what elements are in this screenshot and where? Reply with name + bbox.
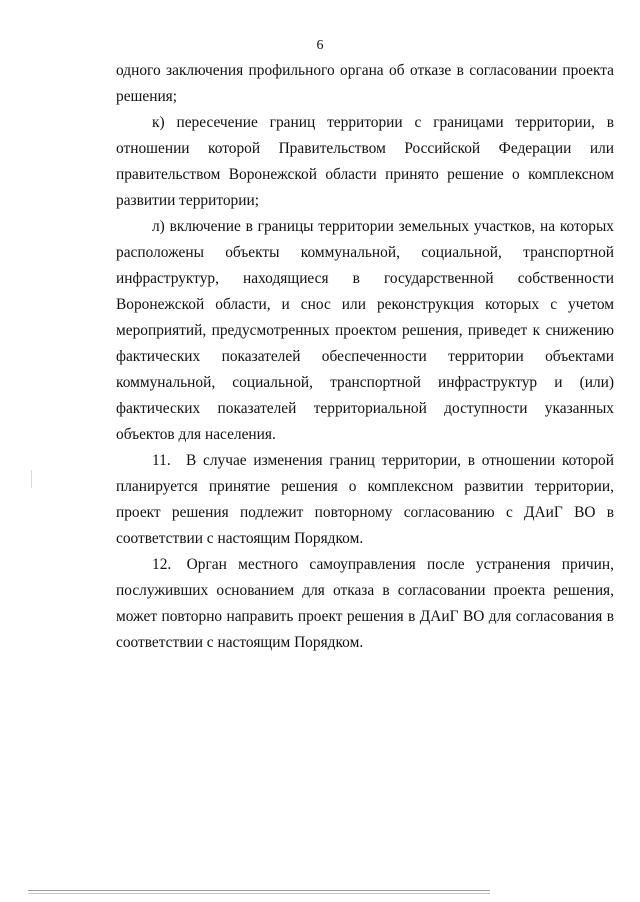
paragraph-item-k: к) пересечение границ территории с границами территории, в отношении которой Правительством Российской Федерации или правительством Воронежской области принято решение о комплексном развитии территории;: [116, 114, 614, 209]
paragraph-clause-12: 12. Орган местного самоуправления после устранения причин, послуживших основанием для отказа в согласовании проекта решения, может повторно направить проект решения в ДАиГ ВО для согласования в соответствии с настоящим Порядком.: [116, 556, 614, 651]
paragraph-continuation: одного заключения профильного органа об отказе в согласовании проекта решения;: [116, 62, 614, 105]
page-bottom-edge: [28, 890, 490, 891]
paragraph-clause-11: 11. В случае изменения границ территории, в отношении которой планируется принятие решения о комплексном развитии территории, проект решения подлежит повторному согласованию с ДАиГ ВО в соответствии с настоящим Порядком.: [116, 452, 614, 547]
paragraph-item-l: л) включение в границы территории земельных участков, на которых расположены объекты коммунальной, социальной, транспортной инфраструктур, находящиеся в государственной собственности Воронежской области, и снос или реконструкция которых с учетом мероприятий, предусмотренных проектом решения, приведет к снижению фактических показателей обеспеченности территории объектами коммунальной, социальной, транспортной инфраструктур и (или) фактических показателей территориальной доступности указанных объектов для населения.: [116, 218, 614, 443]
document-body: [116, 58, 614, 656]
scan-margin-mark: [31, 470, 32, 488]
page-number: 6: [316, 38, 324, 53]
page-bottom-edge-shadow: [28, 893, 490, 894]
